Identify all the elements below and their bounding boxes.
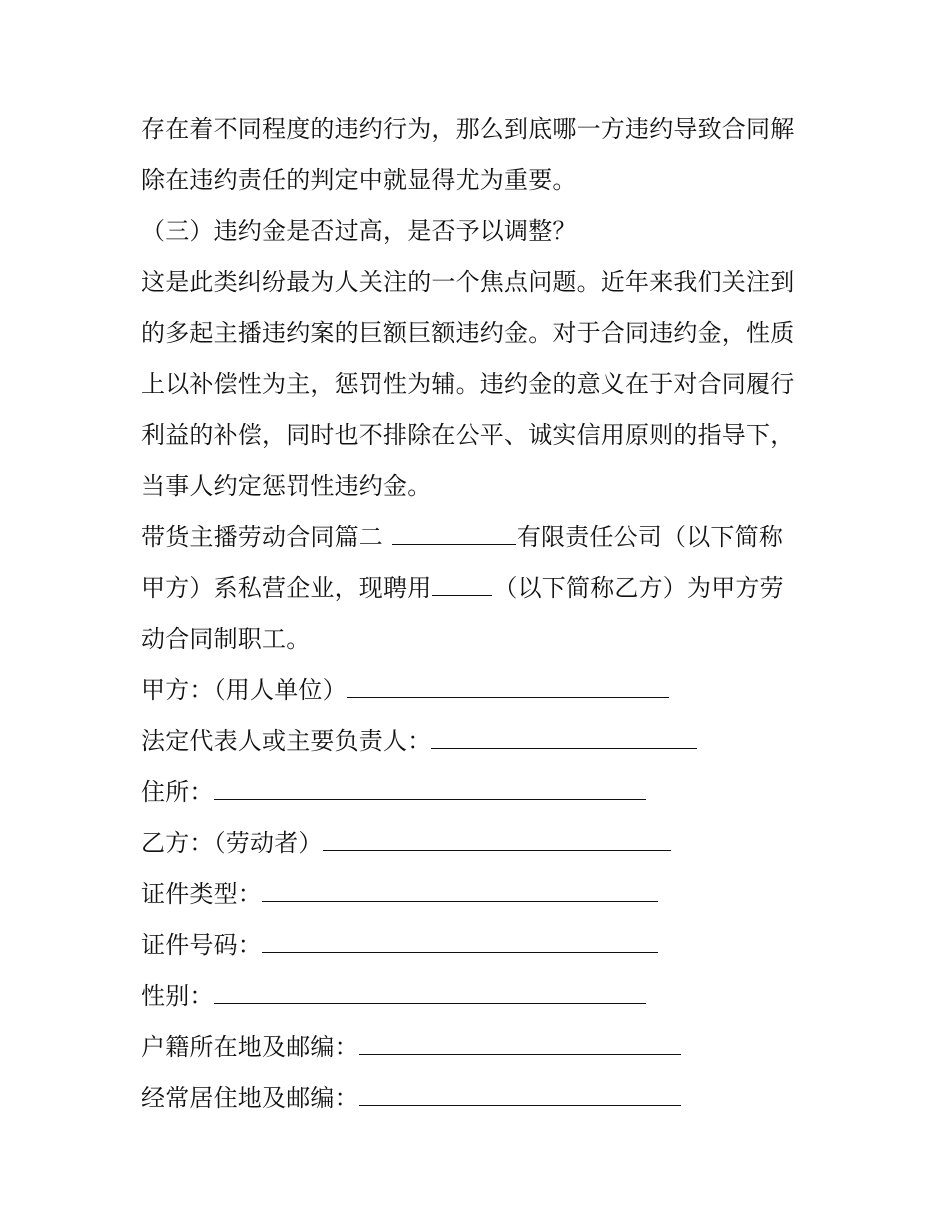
contract-title-text: 带货主播劳动合同篇二 <box>141 523 391 551</box>
contract-intro-line <box>141 563 821 614</box>
field-label: 甲方：（用人单位） <box>141 676 347 704</box>
document-page <box>141 104 821 1124</box>
residence-field <box>141 1073 821 1124</box>
text-line: 这是此类纠纷最为人关注的一个焦点问题。近年来我们关注到 <box>141 268 795 296</box>
text-line: 利益的补偿，同时也不排除在公平、诚实信用原则的指导下， <box>141 421 795 449</box>
company-name-blank[interactable] <box>392 522 516 545</box>
field-label: 住所： <box>141 778 214 806</box>
party-a-field <box>141 665 821 716</box>
section-heading: （三）违约金是否过高，是否予以调整？ <box>141 217 577 245</box>
text-fragment: 有限责任公司（以下简称 <box>516 523 784 551</box>
household-reg-field <box>141 1022 821 1073</box>
legal-rep-field <box>141 716 821 767</box>
text-fragment: （以下简称乙方）为甲方劳 <box>493 574 784 602</box>
id-number-blank[interactable] <box>262 930 658 953</box>
household-reg-blank[interactable] <box>359 1032 681 1055</box>
text-line: 当事人约定惩罚性违约金。 <box>141 472 432 500</box>
field-label: 经常居住地及邮编： <box>141 1084 359 1112</box>
field-label: 性别： <box>141 982 214 1010</box>
id-type-blank[interactable] <box>262 879 658 902</box>
employee-name-blank[interactable] <box>432 573 492 596</box>
text-line: 上以补偿性为主，惩罚性为辅。违约金的意义在于对合同履行 <box>141 370 795 398</box>
address-field <box>141 767 821 818</box>
residence-blank[interactable] <box>359 1083 681 1106</box>
gender-blank[interactable] <box>214 981 646 1004</box>
party-b-field <box>141 818 821 869</box>
field-label: 证件号码： <box>141 931 262 959</box>
party-a-blank[interactable] <box>347 675 669 698</box>
address-blank[interactable] <box>214 777 646 800</box>
gender-field <box>141 971 821 1022</box>
text-line: 的多起主播违约案的巨额巨额违约金。对于合同违约金，性质 <box>141 319 795 347</box>
id-number-field <box>141 920 821 971</box>
text-line: 动合同制职工。 <box>141 625 311 653</box>
contract-intro-line <box>141 512 821 563</box>
field-label: 证件类型： <box>141 880 262 908</box>
text-line: 存在着不同程度的违约行为，那么到底哪一方违约导致合同解 <box>141 115 795 143</box>
field-label: 乙方：（劳动者） <box>141 829 323 857</box>
legal-rep-blank[interactable] <box>431 726 697 749</box>
text-fragment: 甲方）系私营企业，现聘用 <box>141 574 432 602</box>
field-label: 户籍所在地及邮编： <box>141 1033 359 1061</box>
party-b-blank[interactable] <box>323 828 671 851</box>
field-label: 法定代表人或主要负责人： <box>141 727 432 755</box>
id-type-field <box>141 869 821 920</box>
text-line: 除在违约责任的判定中就显得尤为重要。 <box>141 166 577 194</box>
